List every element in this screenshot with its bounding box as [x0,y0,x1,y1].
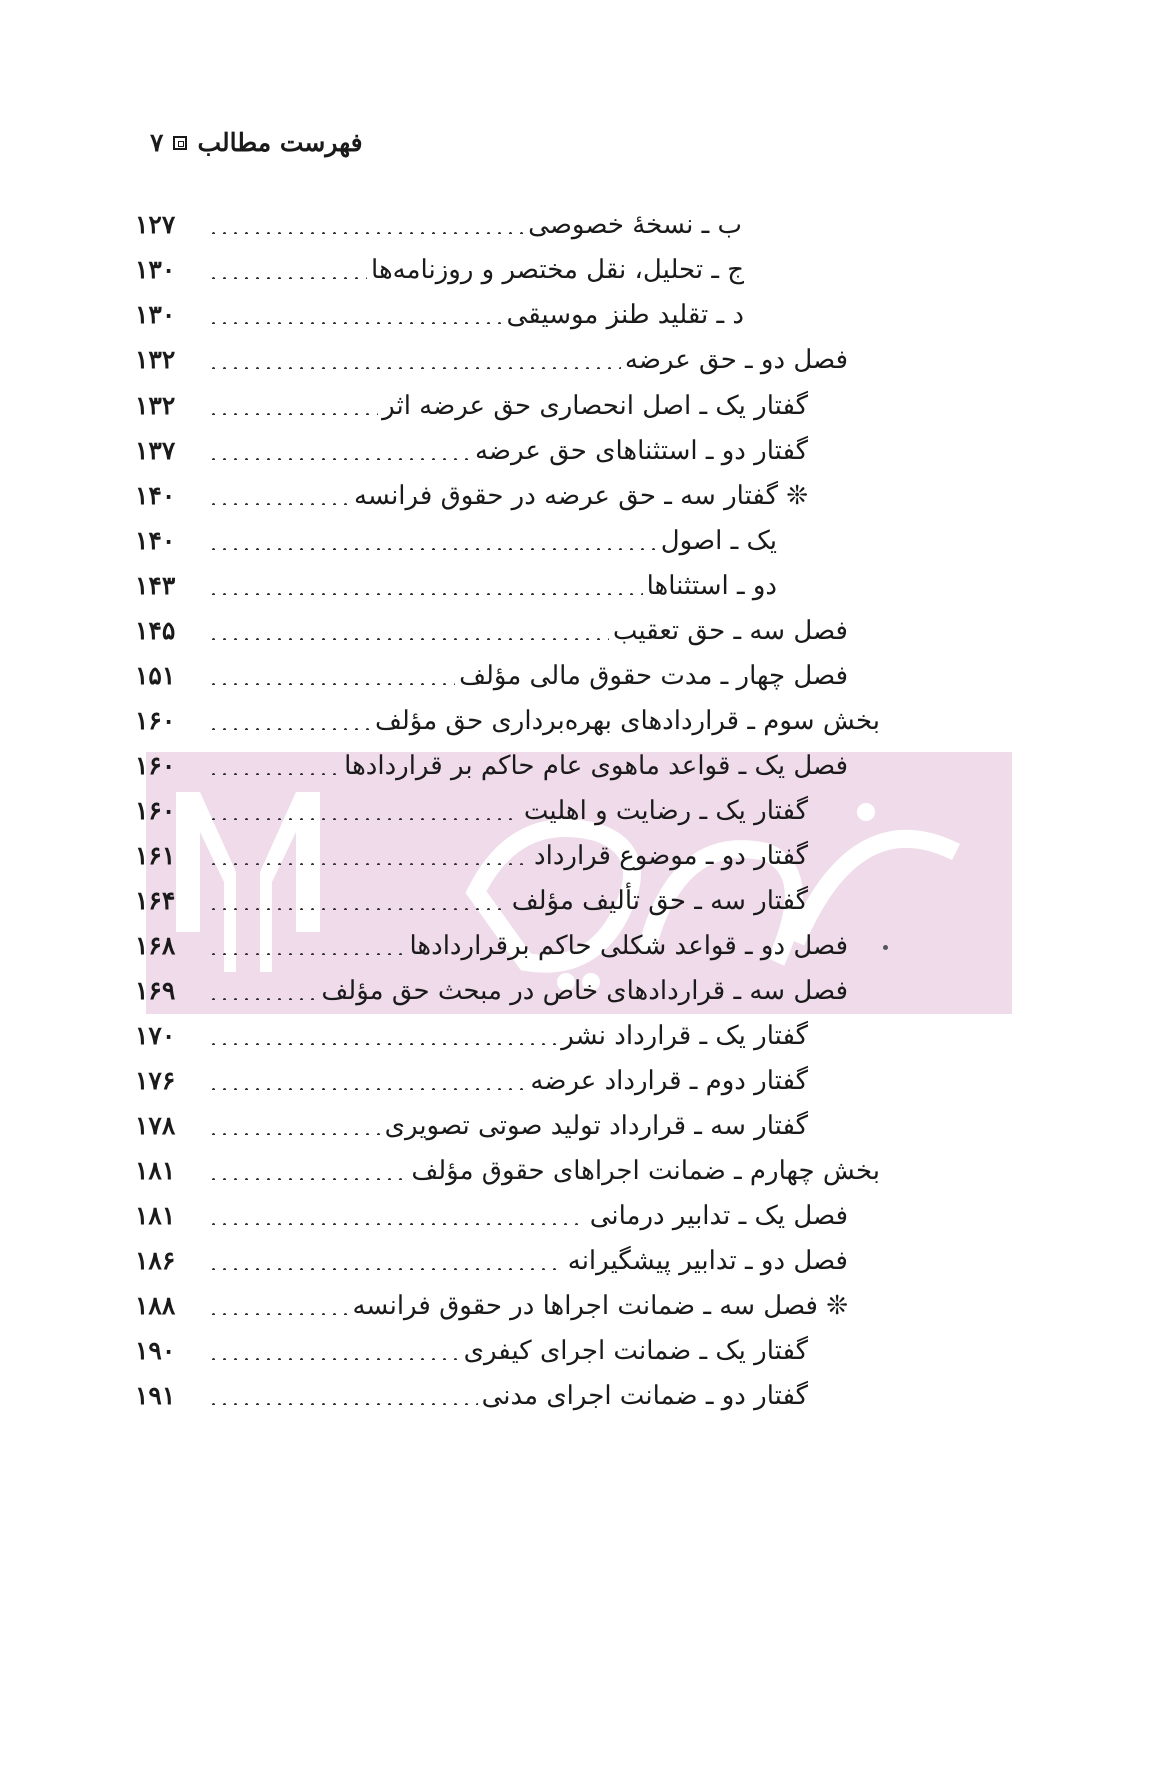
toc-entry-title: ج ـ تحلیل، نقل مختصر و روزنامه‌ها [371,255,744,285]
toc-entry-page-number: ۱۶۱ [135,841,176,870]
toc-entry-title: گفتار یک ـ ضمانت اجرای کیفری [463,1336,808,1366]
toc-leader-dots [208,593,643,595]
toc-entry-title: یک ـ اصول [660,526,777,556]
toc-entry-page-number: ۱۶۰ [135,751,176,780]
toc-entry-title: گفتار دو ـ استثناهای حق عرضه [474,436,808,466]
header-title: فهرست مطالب [197,128,363,157]
toc-entry [0,1371,1154,1421]
toc-entry-title: گفتار سه ـ قرارداد تولید صوتی تصویری [384,1111,808,1141]
toc-entry-page-number: ۱۷۰ [135,1021,176,1050]
toc-entry-page-number: ۱۴۳ [135,571,176,600]
toc-leader-dots [208,998,317,1000]
toc-entry-page-number: ۱۵۱ [135,661,176,690]
toc-entry-title: بخش سوم ـ قراردادهای بهره‌برداری حق مؤلف [374,706,880,736]
toc-leader-dots [208,638,609,640]
toc-entry-page-number: ۱۶۹ [135,976,176,1005]
toc-entry-page-number: ۱۴۵ [135,616,176,645]
toc-entry [0,1056,1154,1106]
toc-entry [0,516,1154,566]
toc-entry-title: گفتار دو ـ ضمانت اجرای مدنی [481,1381,808,1411]
toc-entry-title: د ـ تقلید طنز موسیقی [506,300,744,330]
toc-entry-page-number: ۱۶۰ [135,796,176,825]
toc-entry-page-number: ۱۴۰ [135,481,176,510]
header-page-number: ۷ [150,128,164,157]
toc-leader-dots [208,818,520,820]
toc-entry [0,561,1154,611]
toc-entry-title: گفتار دو ـ موضوع قرارداد [534,841,808,871]
toc-leader-dots [208,1313,348,1315]
toc-entry-page-number: ۱۸۶ [135,1246,176,1275]
toc-entry [0,200,1154,250]
toc-leader-dots [208,458,471,460]
toc-entry-page-number: ۱۷۸ [135,1111,176,1140]
toc-entry-page-number: ۱۹۱ [135,1381,176,1410]
toc-entry-page-number: ۱۳۲ [135,345,176,374]
toc-entry-title: گفتار یک ـ رضایت و اهلیت [523,796,808,826]
toc-leader-dots [208,367,621,369]
toc-entry-title: ❊ گفتار سه ـ حق عرضه در حقوق فرانسه [353,481,808,511]
toc-entry [0,1326,1154,1376]
toc-entry [0,1011,1154,1061]
toc-entry-page-number: ۱۸۸ [135,1291,176,1320]
toc-entry-title: فصل دو ـ حق عرضه [624,345,848,375]
toc-entry-title: فصل دو ـ تدابیر پیشگیرانه [567,1246,848,1276]
toc-entry-title: ب ـ نسخهٔ خصوصی [528,210,742,240]
toc-entry-title: فصل چهار ـ مدت حقوق مالی مؤلف [459,661,848,691]
toc-entry [0,876,1154,926]
toc-leader-dots [208,1403,478,1405]
toc-entry-title: بخش چهارم ـ ضمانت اجراهای حقوق مؤلف [411,1156,880,1186]
toc-leader-dots [208,863,530,865]
toc-entry [0,741,1154,791]
toc-leader-dots [208,277,367,279]
toc-entry-page-number: ۱۶۸ [135,931,176,960]
toc-entry [0,245,1154,295]
toc-entry [0,786,1154,836]
toc-entry-title: فصل سه ـ حق تعقیب [612,616,848,646]
toc-entry-page-number: ۱۹۰ [135,1336,176,1365]
toc-entry [0,1281,1154,1331]
running-header [150,128,363,157]
toc-entry-title: گفتار دوم ـ قرارداد عرضه [530,1066,808,1096]
toc-leader-dots [208,1043,557,1045]
toc-entry-title: گفتار یک ـ قرارداد نشر [561,1021,808,1051]
toc-entry-title: ❊ فصل سه ـ ضمانت اجراها در حقوق فرانسه [352,1291,848,1321]
toc-entry-page-number: ۱۳۰ [135,255,176,284]
toc-leader-dots [208,1358,460,1360]
toc-leader-dots [208,548,657,550]
toc-entry [0,651,1154,701]
toc-leader-dots [208,503,350,505]
toc-entry-page-number: ۱۴۰ [135,526,176,555]
toc-entry-title: دو ـ استثناها [646,571,777,601]
toc-entry-title: فصل دو ـ قواعد شکلی حاکم برقراردادها [409,931,848,961]
toc-entry [0,335,1154,385]
toc-entry [0,471,1154,521]
toc-entry [0,1236,1154,1286]
toc-entry [0,831,1154,881]
toc-entry-page-number: ۱۶۴ [135,886,176,915]
toc-entry [0,1191,1154,1241]
toc-entry-title: گفتار یک ـ اصل انحصاری حق عرضه اثر [382,391,808,421]
toc-entry [0,921,1154,971]
toc-entry-page-number: ۱۸۱ [135,1201,176,1230]
toc-leader-dots [208,322,503,324]
toc-leader-dots [208,953,405,955]
toc-entry [0,1146,1154,1196]
toc-entry [0,1101,1154,1151]
toc-leader-dots [208,232,524,234]
header-ornament-icon [173,136,187,150]
toc-leader-dots [208,908,508,910]
toc-entry-page-number: ۱۲۷ [135,210,176,239]
toc-entry-page-number: ۱۶۰ [135,706,176,735]
toc-leader-dots [208,1268,564,1270]
toc-entry [0,426,1154,476]
toc-entry-title: فصل سه ـ قراردادهای خاص در مبحث حق مؤلف [321,976,848,1006]
toc-entry-title: گفتار سه ـ حق تألیف مؤلف [511,886,808,916]
toc-entry [0,696,1154,746]
toc-entry-page-number: ۱۳۷ [135,436,176,465]
toc-leader-dots [208,773,340,775]
toc-leader-dots [208,413,378,415]
toc-entry [0,606,1154,656]
toc-leader-dots [208,683,455,685]
toc-leader-dots [208,1178,407,1180]
toc-entry-page-number: ۱۷۶ [135,1066,176,1095]
toc-leader-dots [208,1088,526,1090]
toc-entry-page-number: ۱۸۱ [135,1156,176,1185]
toc-entry-title: فصل یک ـ تدابیر درمانی [589,1201,848,1231]
toc-leader-dots [208,1133,381,1135]
toc-entry [0,290,1154,340]
toc-entry-title: فصل یک ـ قواعد ماهوی عام حاکم بر قراردادها [344,751,848,781]
margin-mark [883,945,888,950]
toc-leader-dots [208,1223,586,1225]
toc-leader-dots [208,728,371,730]
toc-entry-page-number: ۱۳۰ [135,300,176,329]
toc-entry [0,966,1154,1016]
toc-entry [0,381,1154,431]
toc-entry-page-number: ۱۳۲ [135,391,176,420]
